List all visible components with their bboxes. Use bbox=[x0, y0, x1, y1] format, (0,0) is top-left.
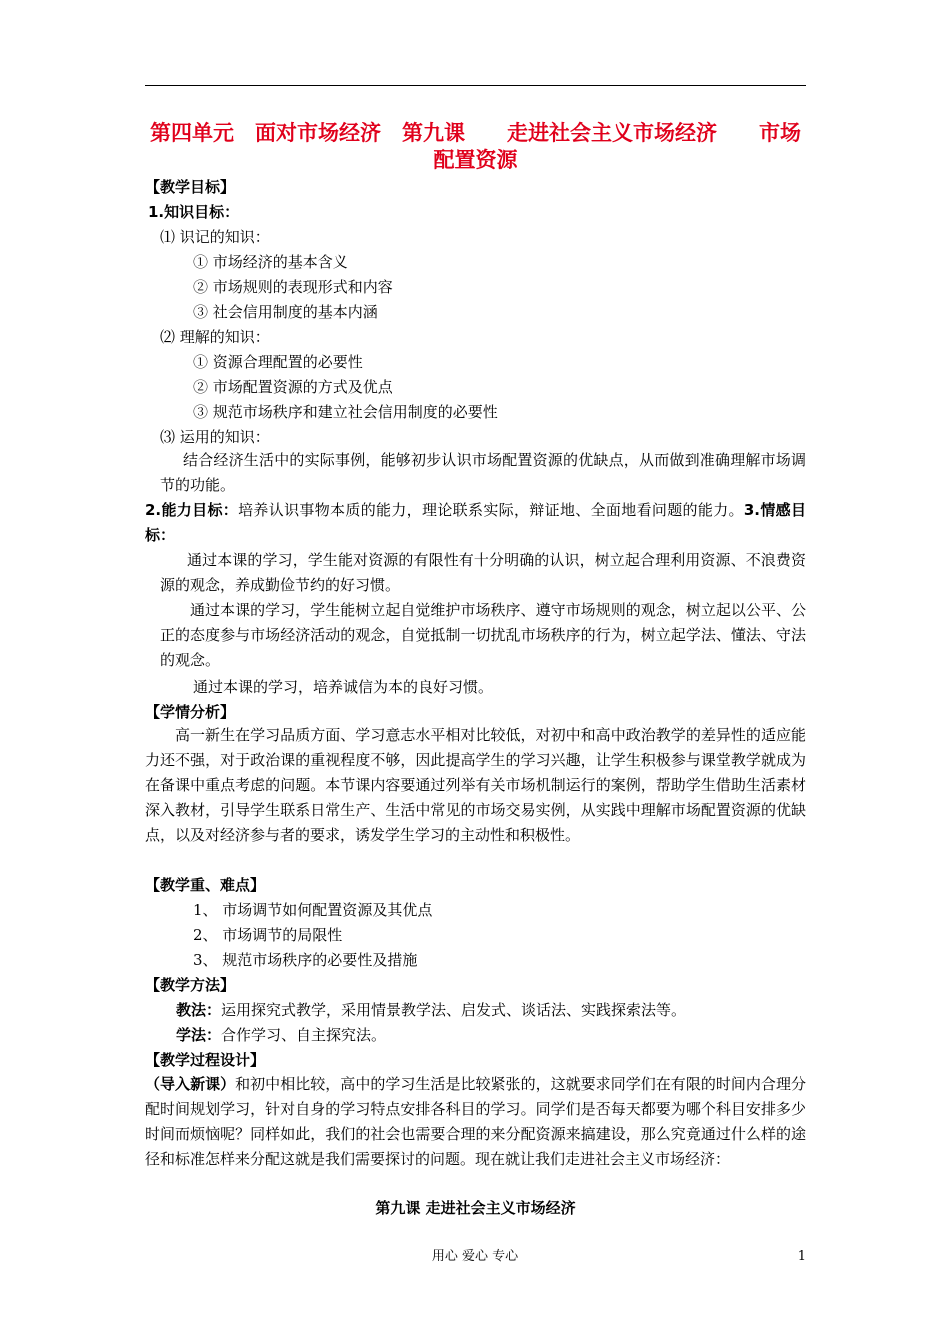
understand-item-3: ③ 规范市场秩序和建立社会信用制度的必要性 bbox=[193, 403, 498, 421]
document-title: 第四单元 面对市场经济 第九课 走进社会主义市场经济 市场配置资源 bbox=[150, 121, 801, 172]
process-heading: 【教学过程设计】 bbox=[145, 1051, 266, 1069]
recall-heading: ⑴ 识记的知识： bbox=[160, 228, 270, 246]
learn-method bbox=[176, 1025, 386, 1045]
learn-method-label: 学法： bbox=[176, 1026, 222, 1044]
learn-method-text: 合作学习、自主探究法。 bbox=[221, 1026, 387, 1044]
understand-item-2: ② 市场配置资源的方式及优点 bbox=[193, 378, 393, 396]
teach-method bbox=[176, 1000, 686, 1020]
teach-method-label: 教法： bbox=[176, 1001, 222, 1019]
keypoints-heading: 【教学重、难点】 bbox=[145, 876, 266, 894]
knowledge-goals-heading: 1.知识目标： bbox=[148, 203, 240, 221]
keypoint-item-3: 3、 规范市场秩序的必要性及措施 bbox=[193, 951, 418, 969]
emotion-goals-label: 3.情感目标： bbox=[145, 501, 806, 544]
ability-goals-label: 2.能力目标： bbox=[145, 501, 239, 519]
methods-heading: 【教学方法】 bbox=[145, 976, 236, 994]
header-rule bbox=[145, 85, 806, 86]
apply-text: 结合经济生活中的实际事例，能够初步认识市场配置资源的优缺点，从而做到准确理解市场调节的功能。 bbox=[160, 451, 806, 494]
emotion-paragraph-2: 通过本课的学习，学生能树立起自觉维护市场秩序、遵守市场规则的观念，树立起以公平、公正的态度参与市场经济活动的观念，自觉抵制一切扰乱市场秩序的行为，树立起学法、懂法、守法的观念。 bbox=[160, 601, 806, 669]
keypoint-item-2: 2、 市场调节的局限性 bbox=[193, 926, 343, 944]
recall-item-2: ② 市场规则的表现形式和内容 bbox=[193, 278, 393, 296]
keypoint-item-1: 1、 市场调节如何配置资源及其优点 bbox=[193, 901, 433, 919]
intro-label: （导入新课） bbox=[145, 1075, 236, 1093]
emotion-paragraph-1: 通过本课的学习，学生能对资源的有限性有十分明确的认识，树立起合理利用资源、不浪费资源的观念，养成勤俭节约的好习惯。 bbox=[160, 551, 806, 594]
analysis-heading: 【学情分析】 bbox=[145, 703, 236, 721]
apply-heading: ⑶ 运用的知识： bbox=[160, 428, 270, 446]
ability-goals-text: 培养认识事物本质的能力，理论联系实际，辩证地、全面地看问题的能力。 bbox=[238, 501, 744, 519]
intro-text: 和初中相比较，高中的学习生活是比较紧张的，这就要求同学们在有限的时间内合理分配时间规划学习，针对自身的学习特点安排各科目的学习。同学们是否每天都要为哪个科目安排多少时间而烦恼呢？同样如此，我们的社会也需要合理的来分配资源来搞建设，那么究竟通过什么样的途径和标准怎样来分配这就是我们需要探讨的问题。现在就让我们走进社会主义市场经济： bbox=[145, 1075, 806, 1168]
ability-and-emotion-goals bbox=[145, 498, 806, 548]
process-intro bbox=[145, 1072, 806, 1172]
understand-heading: ⑵ 理解的知识： bbox=[160, 328, 270, 346]
analysis-text: 高一新生在学习品质方面、学习意志水平相对比较低，对初中和高中政治教学的差异性的适应能力还不强，对于政治课的重视程度不够，因此提高学生的学习兴趣，让学生积极参与课堂教学就成为在备课中重点考虑的问题。本节课内容要通过列举有关市场机制运行的案例，帮助学生借助生活素材深入教材，引导学生联系日常生产、生活中常见的市场交易实例，从实践中理解市场配置资源的优缺点，以及对经济参与者的要求，诱发学生学习的主动性和积极性。 bbox=[145, 726, 806, 844]
goals-heading: 【教学目标】 bbox=[145, 178, 236, 196]
teach-method-text: 运用探究式教学，采用情景教学法、启发式、谈话法、实践探索法等。 bbox=[221, 1001, 687, 1019]
recall-item-1: ① 市场经济的基本含义 bbox=[193, 253, 348, 271]
page-number: 1 bbox=[797, 1249, 806, 1264]
recall-item-3: ③ 社会信用制度的基本内涵 bbox=[193, 303, 378, 321]
emotion-paragraph-3: 通过本课的学习，培养诚信为本的良好习惯。 bbox=[193, 678, 494, 696]
understand-item-1: ① 资源合理配置的必要性 bbox=[193, 353, 363, 371]
footer-motto: 用心 爱心 专心 bbox=[431, 1249, 519, 1264]
lesson-title: 第九课 走进社会主义市场经济 bbox=[375, 1199, 576, 1217]
